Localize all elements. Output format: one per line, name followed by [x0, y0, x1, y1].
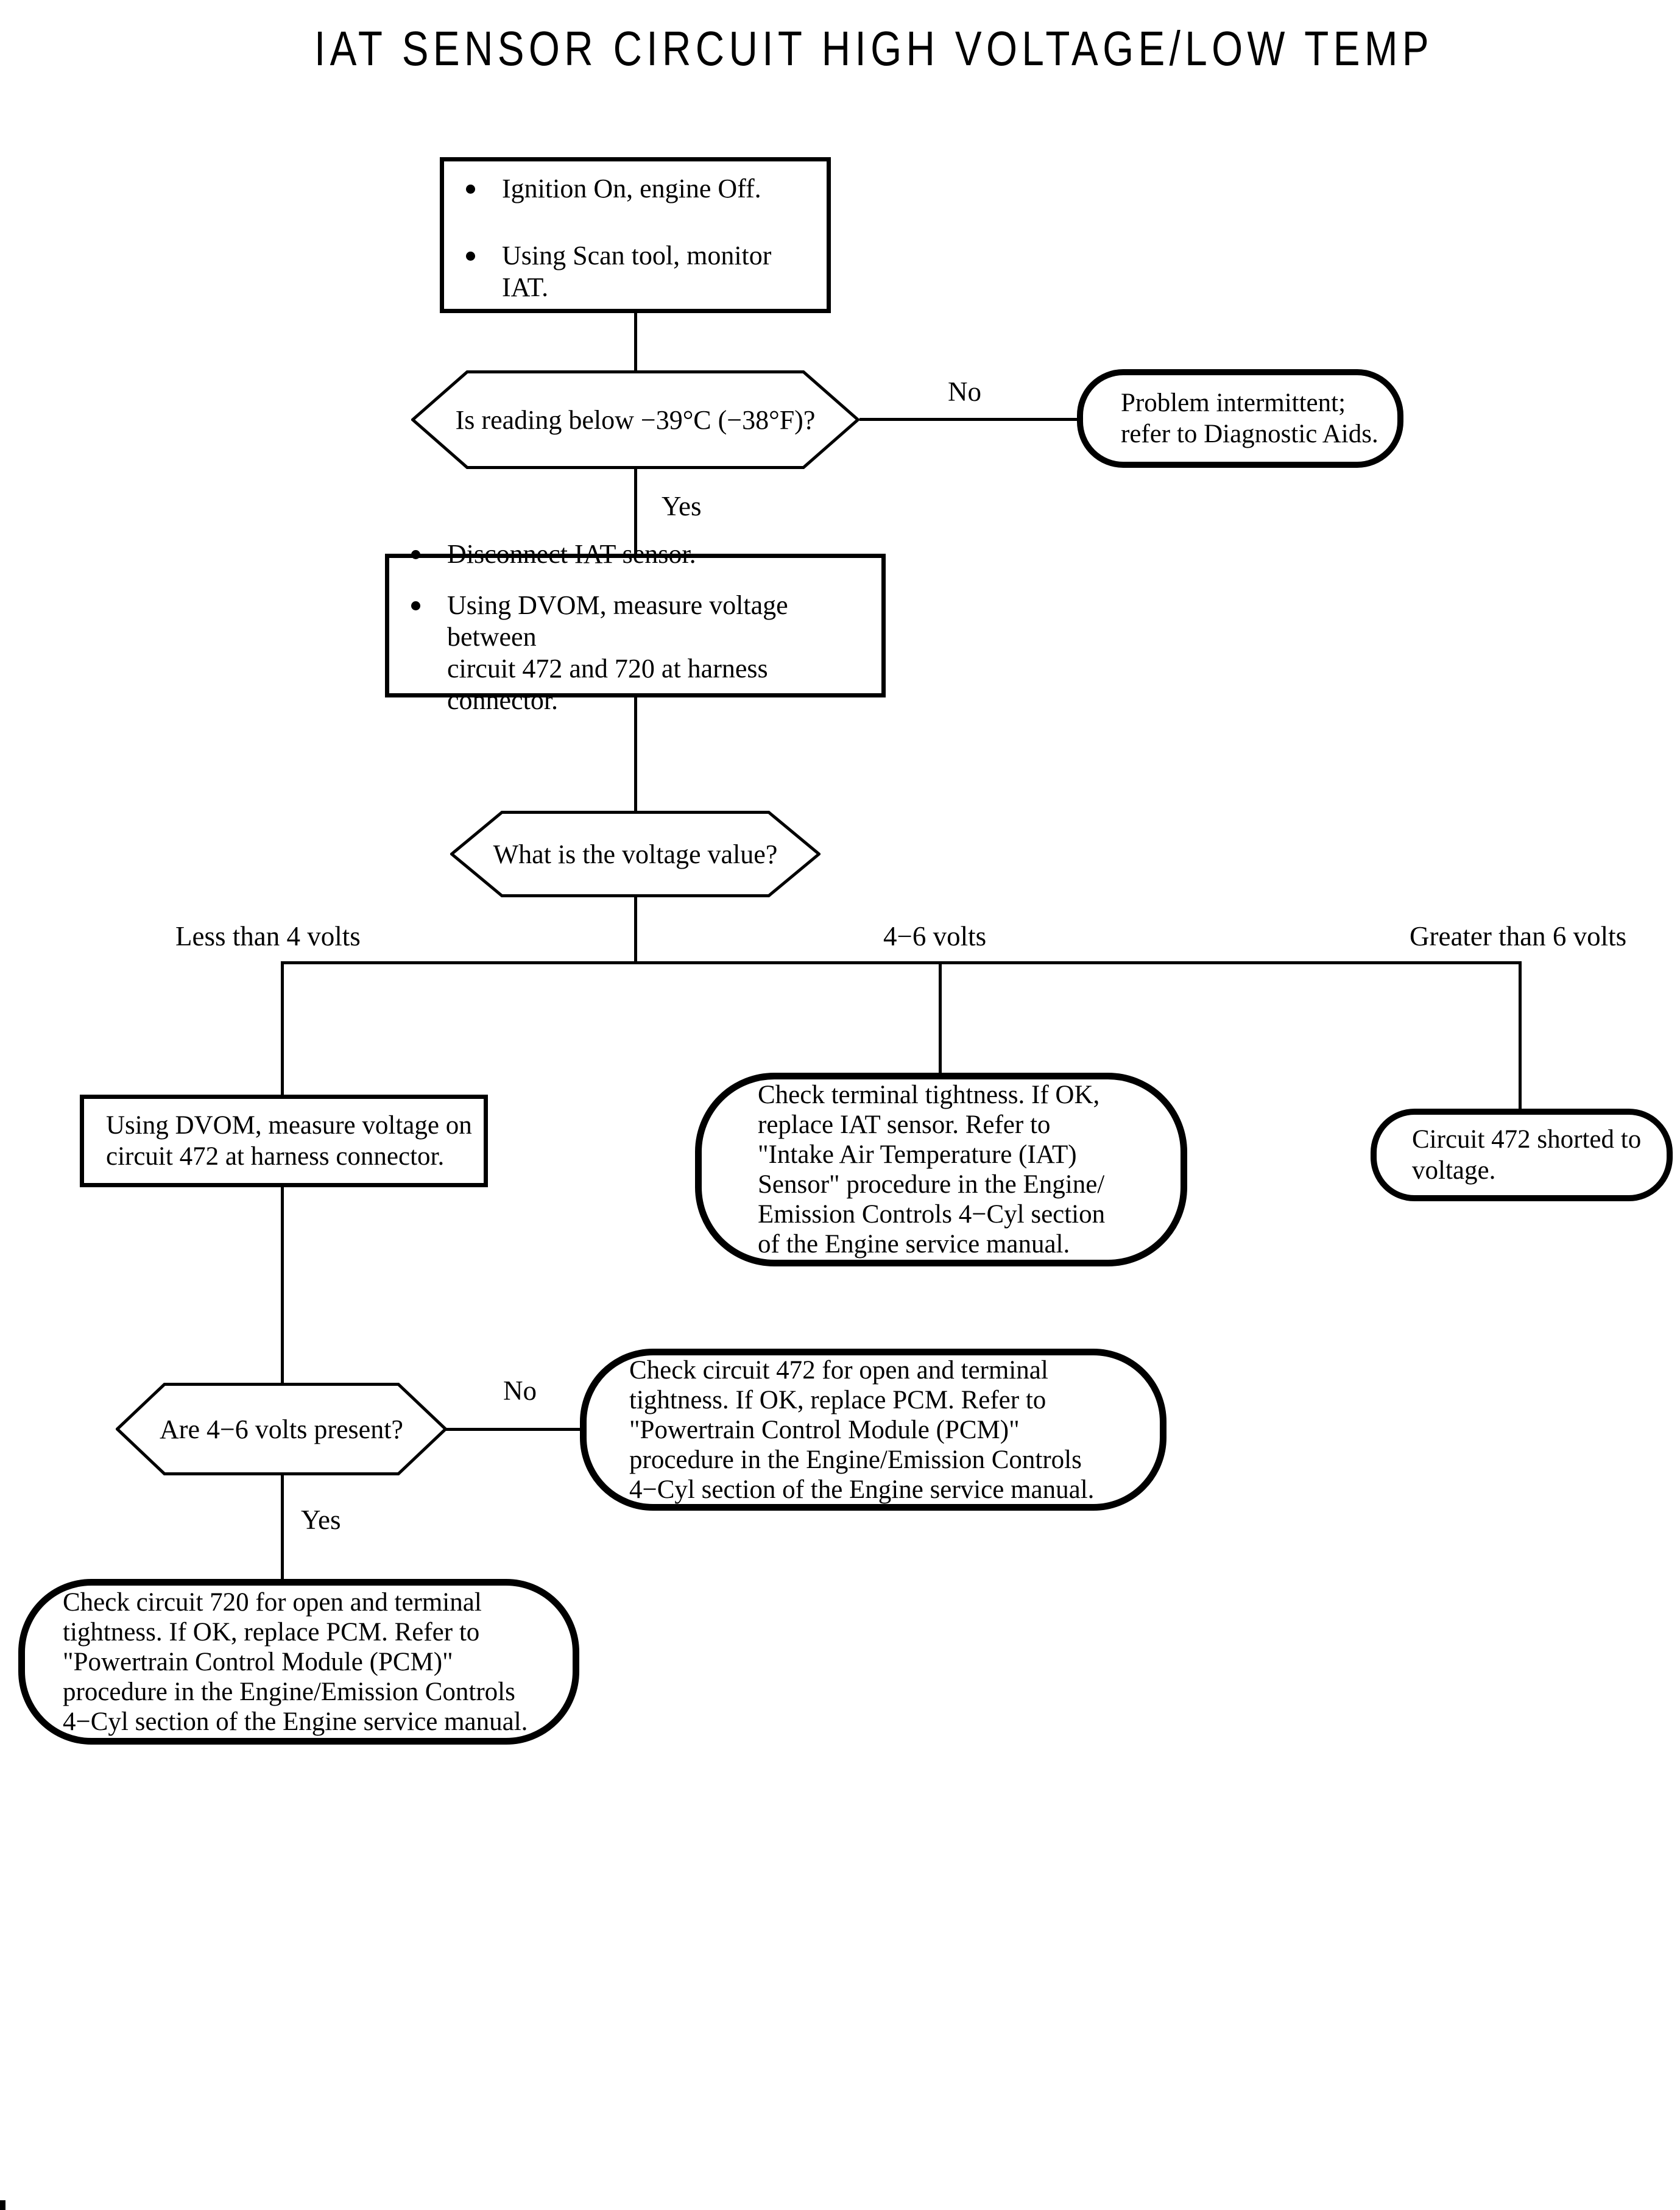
terminal-problem-intermittent [1077, 369, 1403, 468]
branch-line [281, 961, 1522, 964]
process-text: Using DVOM, measure voltage on circuit 472 at harness connector. [106, 1111, 472, 1171]
process-start [440, 157, 831, 313]
bullet-text: Ignition On, engine Off. [502, 174, 761, 203]
connector-yes2 [281, 1475, 284, 1581]
bullet-icon [466, 185, 475, 194]
terminal-text: Circuit 472 shorted to voltage. [1412, 1125, 1642, 1185]
connector-decision2-down [634, 895, 637, 964]
branch-drop-right [1519, 961, 1522, 1110]
bullet-icon [411, 601, 420, 610]
connector-no1 [859, 418, 1079, 421]
terminal-check-circuit-720 [18, 1579, 579, 1745]
terminal-text: Problem intermittent; refer to Diagnostic Aids. [1121, 389, 1378, 448]
terminal-circuit-472-shorted [1371, 1109, 1673, 1201]
terminal-replace-iat-sensor [695, 1073, 1187, 1266]
branch-label-4-6-volts: 4−6 volts [883, 921, 987, 951]
branch-drop-middle [939, 961, 942, 1075]
edge-label-no-2: No [503, 1375, 537, 1406]
terminal-text: Check terminal tightness. If OK, replace IAT sensor. Refer to "Intake Air Temperature (IAT) Sensor" procedure in the Engine/ Emission Controls 4−Cyl section of the Engine service manual. [758, 1081, 1106, 1259]
branch-label-less-than-4: Less than 4 volts [175, 921, 361, 951]
bullet-icon [466, 252, 475, 261]
branch-label-greater-than-6: Greater than 6 volts [1410, 921, 1627, 951]
bullet-text: Disconnect IAT sensor. [447, 539, 696, 569]
bullet-item [411, 590, 873, 716]
connector-process3-to-decision3 [281, 1185, 284, 1385]
scan-artifact [0, 2200, 5, 2210]
bullet-item [466, 240, 814, 303]
edge-label-yes-2: Yes [301, 1505, 341, 1535]
decision-voltage-value [450, 811, 821, 897]
bullet-text: Using Scan tool, monitor IAT. [502, 241, 772, 302]
decision-4-6-volts-present [116, 1383, 447, 1475]
connector-start-to-decision1 [634, 312, 637, 373]
process-measure-472 [80, 1095, 488, 1187]
bullet-text: Using DVOM, measure voltage between circuit 472 and 720 at harness connector. [447, 590, 788, 715]
decision-label: Is reading below −39°C (−38°F)? [455, 404, 816, 435]
decision-label: What is the voltage value? [493, 839, 778, 869]
bullet-item [411, 538, 873, 570]
decision-label: Are 4−6 volts present? [160, 1414, 403, 1444]
terminal-text: Check circuit 472 for open and terminal tightness. If OK, replace PCM. Refer to "Powertrain Control Module (PCM)" procedure in the Engine/Emission Controls 4−Cyl section of the Engine service manual. [629, 1355, 1095, 1504]
edge-label-no-1: No [948, 376, 981, 407]
decision-reading-below [411, 370, 859, 469]
branch-drop-left [281, 961, 284, 1096]
connector-no2 [445, 1428, 583, 1431]
page-title: IAT SENSOR CIRCUIT HIGH VOLTAGE/LOW TEMP [314, 21, 1434, 76]
bullet-icon [411, 550, 420, 559]
process-disconnect-measure [385, 539, 886, 715]
bullet-item [466, 173, 814, 205]
terminal-check-circuit-472 [580, 1349, 1166, 1511]
terminal-text: Check circuit 720 for open and terminal tightness. If OK, replace PCM. Refer to "Powertrain Control Module (PCM)" procedure in the Engine/Emission Controls 4−Cyl section of the Engine service manual. [63, 1587, 528, 1736]
edge-label-yes-1: Yes [662, 491, 702, 521]
